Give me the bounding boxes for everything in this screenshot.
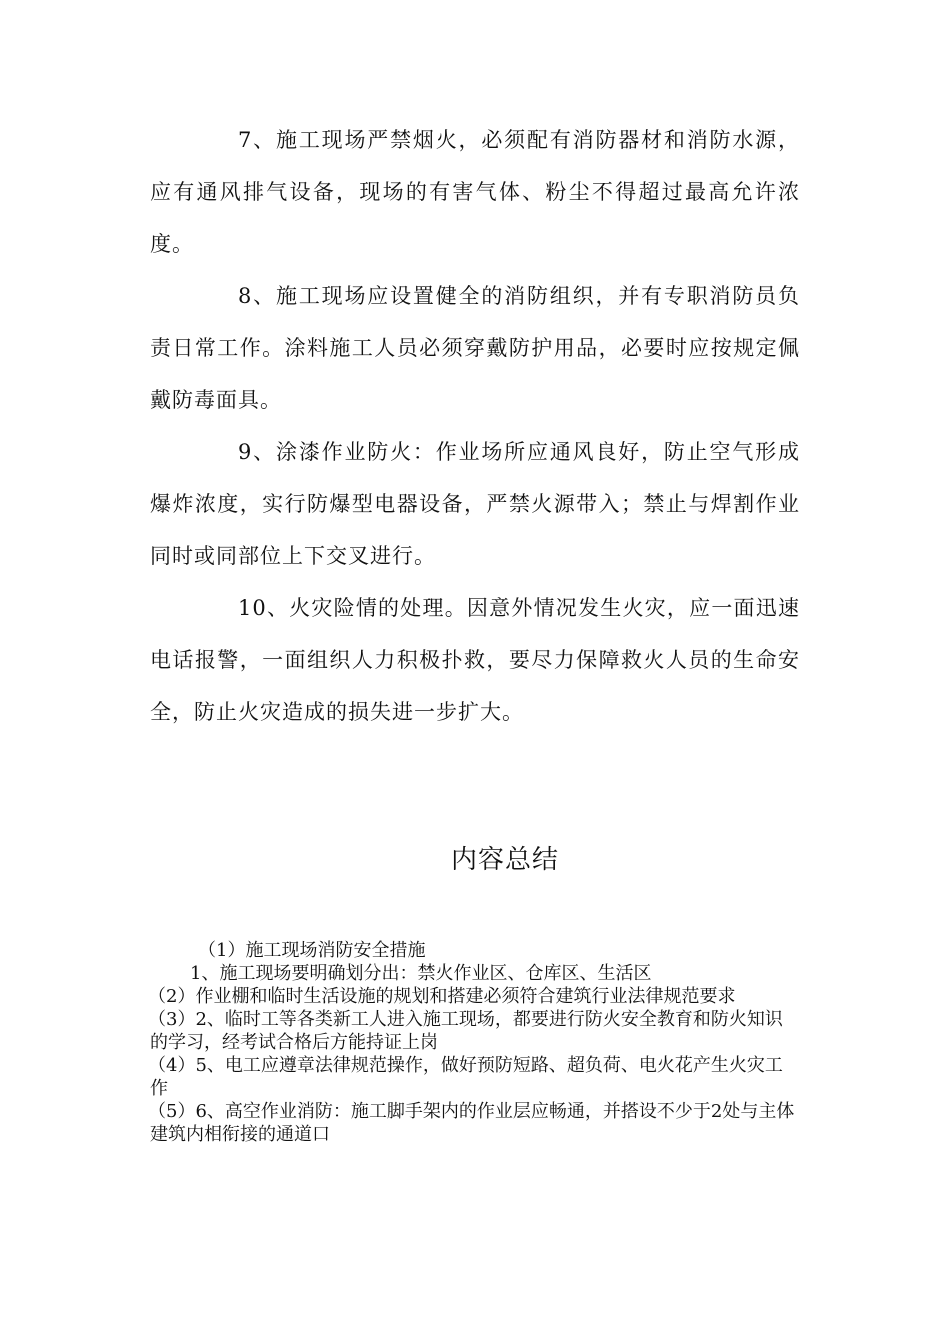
paragraph-10: 10、火灾险情的处理。因意外情况发生火灾，应一面迅速电话报警，一面组织人力积极扑救，要尽力保障救火人员的生命安全，防止火灾造成的损失进一步扩大。 <box>150 596 800 724</box>
summary-title: 内容总结 <box>450 845 559 875</box>
body-text <box>150 114 800 738</box>
summary-item-2: 1、施工现场要明确划分出：禁火作业区、仓库区、生活区 <box>190 963 652 984</box>
summary-item-6: （5）6、高空作业消防：施工脚手架内的作业层应畅通，并搭设不少于2处与主体建筑内相衔接的通道口 <box>148 1101 795 1145</box>
summary-item-3: （2）作业棚和临时生活设施的规划和搭建必须符合建筑行业法律规范要求 <box>148 986 736 1007</box>
paragraph-8: 8、施工现场应设置健全的消防组织，并有专职消防员负责日常工作。涂料施工人员必须穿戴防护用品，必要时应按规定佩戴防毒面具。 <box>150 284 800 412</box>
summary-item-5: （4）5、电工应遵章法律规范操作，做好预防短路、超负荷、电火花产生火灾工作 <box>148 1055 783 1099</box>
summary-item-4: （3）2、临时工等各类新工人进入施工现场，都要进行防火安全教育和防火知识的学习，经考试合格后方能持证上岗 <box>148 1009 783 1053</box>
summary-list <box>150 939 800 1146</box>
paragraph-9: 9、涂漆作业防火：作业场所应通风良好，防止空气形成爆炸浓度，实行防爆型电器设备，严禁火源带入；禁止与焊割作业同时或同部位上下交叉进行。 <box>150 440 800 568</box>
paragraph-7: 7、施工现场严禁烟火，必须配有消防器材和消防水源，应有通风排气设备，现场的有害气体、粉尘不得超过最高允许浓度。 <box>150 128 800 256</box>
summary-item-1: （1）施工现场消防安全措施 <box>198 940 426 961</box>
